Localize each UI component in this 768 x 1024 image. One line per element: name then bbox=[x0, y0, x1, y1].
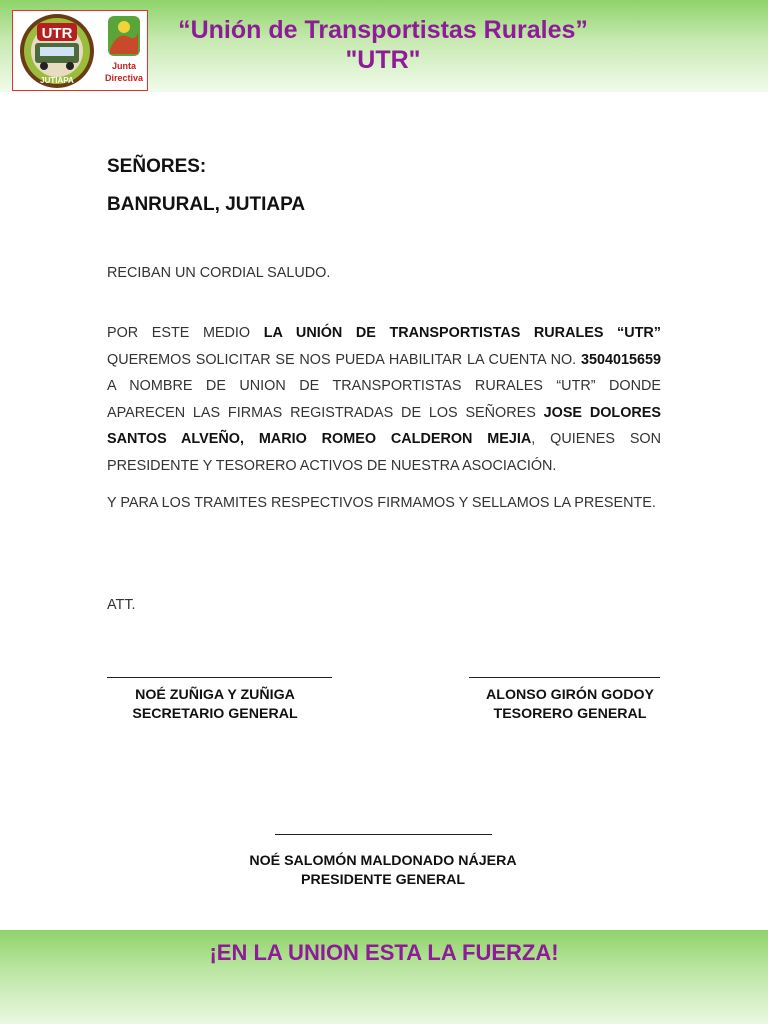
body-text-3: A NOMBRE DE UNION DE TRANSPORTISTAS RURALES “UTR” DONDE APARECEN LAS FIRMAS REGISTRADAS DE LOS SEÑORES bbox=[107, 378, 661, 421]
logo-text: UTR bbox=[41, 25, 73, 42]
badge-text-1: Junta bbox=[111, 61, 137, 71]
greeting: RECIBAN UN CORDIAL SALUDO. bbox=[107, 265, 331, 281]
signature-secretary bbox=[95, 686, 335, 724]
signature-treasurer bbox=[450, 686, 690, 724]
recipient: BANRURAL, JUTIAPA bbox=[107, 194, 306, 215]
organization-acronym: "UTR" bbox=[345, 46, 421, 74]
closing-paragraph: Y PARA LOS TRAMITES RESPECTIVOS FIRMAMOS Y SELLAMOS LA PRESENTE. bbox=[107, 495, 656, 511]
signatory-title: SECRETARIO GENERAL bbox=[132, 706, 298, 722]
body-paragraph bbox=[107, 320, 661, 479]
body-text-1: POR ESTE MEDIO bbox=[107, 325, 264, 341]
utr-emblem-icon bbox=[13, 11, 147, 90]
body-text-4: , QUIENES SON PRESIDENTE Y TESORERO ACTIVOS DE NUESTRA ASOCIACIÓN. bbox=[107, 431, 661, 474]
account-number: 3504015659 bbox=[580, 351, 661, 368]
organization-name: “Unión de Transportistas Rurales” bbox=[178, 16, 588, 44]
footer-motto: ¡EN LA UNION ESTA LA FUERZA! bbox=[209, 940, 559, 965]
signatory-title: PRESIDENTE GENERAL bbox=[301, 872, 465, 888]
signatory-name: NOÉ ZUÑIGA Y ZUÑIGA bbox=[135, 687, 295, 703]
signature-line-president bbox=[275, 834, 492, 835]
utr-logo bbox=[12, 10, 148, 91]
att-label: ATT. bbox=[107, 597, 136, 613]
signatory-name: NOÉ SALOMÓN MALDONADO NÁJERA bbox=[249, 853, 517, 869]
signature-president bbox=[233, 852, 533, 890]
signatory-title: TESORERO GENERAL bbox=[493, 706, 647, 722]
badge-text-2: Directiva bbox=[104, 73, 144, 83]
salutation: SEÑORES: bbox=[107, 156, 207, 177]
signatory-names: JOSE DOLORES SANTOS ALVEÑO, MARIO ROMEO CALDERON MEJIA bbox=[107, 404, 661, 447]
signature-line-secretary bbox=[107, 677, 332, 678]
organization-title bbox=[148, 15, 618, 75]
signatory-name: ALONSO GIRÓN GODOY bbox=[486, 687, 654, 703]
body-text-2: QUEREMOS SOLICITAR SE NOS PUEDA HABILITAR LA CUENTA NO. bbox=[107, 351, 581, 368]
body-bold-org: LA UNIÓN DE TRANSPORTISTAS RURALES “UTR” bbox=[263, 325, 662, 341]
logo-ring-text: JUTIAPA bbox=[40, 76, 74, 85]
signature-line-treasurer bbox=[469, 677, 660, 678]
